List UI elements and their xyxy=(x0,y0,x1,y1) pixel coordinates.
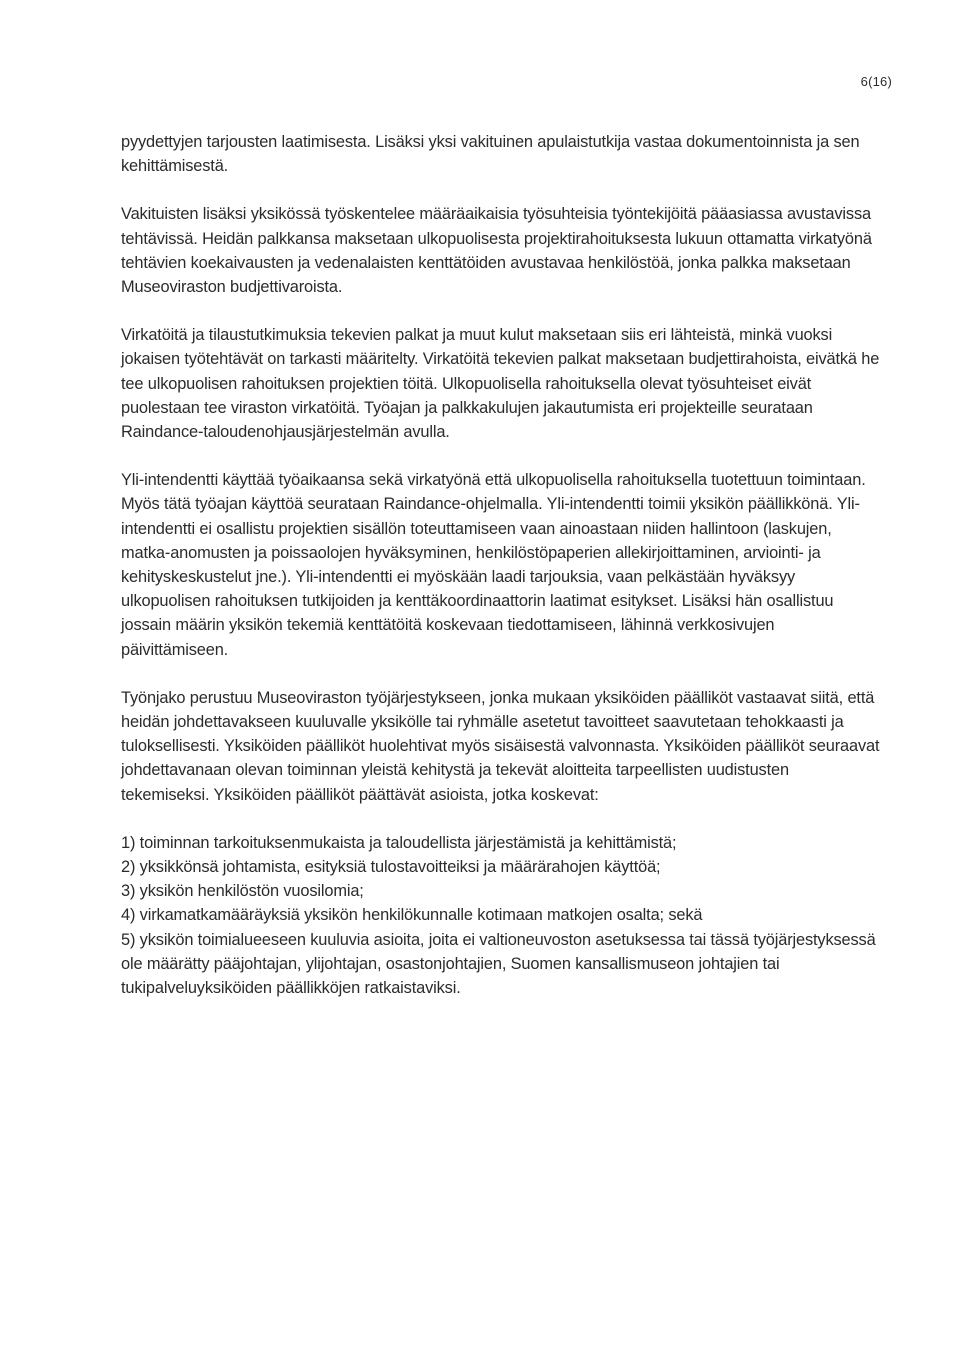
document-body xyxy=(121,130,881,1000)
list-item: 5) yksikön toimialueeseen kuuluvia asioita, joita ei valtioneuvoston asetuksessa tai tässä työjärjestyksessä ole määrätty pääjohtajan, ylijohtajan, osastonjohtajien, Suomen kansallismuseon johtajien tai tukipalveluyksiköiden päällikköjen ratkaistaviksi. xyxy=(121,930,876,998)
list-item: 4) virkamatkamääräyksiä yksikön henkilökunnalle kotimaan matkojen osalta; sekä xyxy=(121,906,703,925)
paragraph-1: pyydettyjen tarjousten laatimisesta. Lisäksi yksi vakituinen apulaistutkija vastaa dokumentoinnista ja sen kehittämisestä. xyxy=(121,133,860,176)
paragraph-2: Vakituisten lisäksi yksikössä työskentelee määräaikaisia työsuhteisia työntekijöitä pääasiassa avustavissa tehtävissä. Heidän palkkansa maksetaan ulkopuolisesta projektirahoituksesta lukuun ottamatta virkatyönä tehtävien koekaivausten ja vedenalaisten kenttätöiden avustavaa henkilöstöä, jonka palkka maksetaan Museoviraston budjettivaroista. xyxy=(121,205,872,297)
list-item: 1) toiminnan tarkoituksenmukaista ja taloudellista järjestämistä ja kehittämistä; xyxy=(121,833,677,852)
decision-list xyxy=(121,831,881,1000)
page-number: 6(16) xyxy=(860,74,892,89)
list-item: 2) yksikkönsä johtamista, esityksiä tulostavoitteiksi ja määrärahojen käyttöä; xyxy=(121,858,661,877)
list-item: 3) yksikön henkilöstön vuosilomia; xyxy=(121,882,364,901)
list-intro-paragraph: Työnjako perustuu Museoviraston työjärjestykseen, jonka mukaan yksiköiden päälliköt vastaavat siitä, että heidän johdettavakseen kuuluvalle yksikölle tai ryhmälle asetetut tavoitteet saavutetaan tehokkaasti ja tuloksellisesti. Yksiköiden päälliköt huolehtivat myös sisäisestä valvonnasta. Yksiköiden päälliköt seuraavat johdettavanaan olevan toiminnan yleistä kehitystä ja tekevät aloitteita tarpeellisten uudistusten tekemiseksi. Yksiköiden päälliköt päättävät asioista, jotka koskevat: xyxy=(121,688,880,804)
paragraph-4: Yli-intendentti käyttää työaikaansa sekä virkatyönä että ulkopuolisella rahoituksella tuotettuun toimintaan. Myös tätä työajan käyttöä seurataan Raindance-ohjelmalla. Yli-intendentti toimii yksikön päällikkönä. Yli-intendentti ei osallistu projektien sisällön toteuttamiseen vaan ainoastaan niiden hallintoon (laskujen, matka-anomusten ja poissaolojen hyväksyminen, henkilöstöpaperien allekirjoittaminen, arviointi- ja kehityskeskustelut jne.). Yli-intendentti ei myöskään laadi tarjouksia, vaan pelkästään hyväksyy ulkopuolisen rahoituksen tutkijoiden ja kenttäkoordinaattorin laatimat esitykset. Lisäksi hän osallistuu jossain määrin yksikön tekemiä kenttätöitä koskevaan tiedottamiseen, lähinnä verkkosivujen päivittämiseen. xyxy=(121,471,866,659)
paragraph-3: Virkatöitä ja tilaustutkimuksia tekevien palkat ja muut kulut maksetaan siis eri lähteistä, minkä vuoksi jokaisen työtehtävät on tarkasti määritelty. Virkatöitä tekevien palkat maksetaan budjettirahoista, eivätkä he tee ulkopuolisen rahoituksen projektien töitä. Ulkopuolisella rahoituksella olevat työsuhteiset eivät puolestaan tee viraston virkatöitä. Työajan ja palkkakulujen jakautumista eri projekteille seurataan Raindance-taloudenohjausjärjestelmän avulla. xyxy=(121,326,880,442)
